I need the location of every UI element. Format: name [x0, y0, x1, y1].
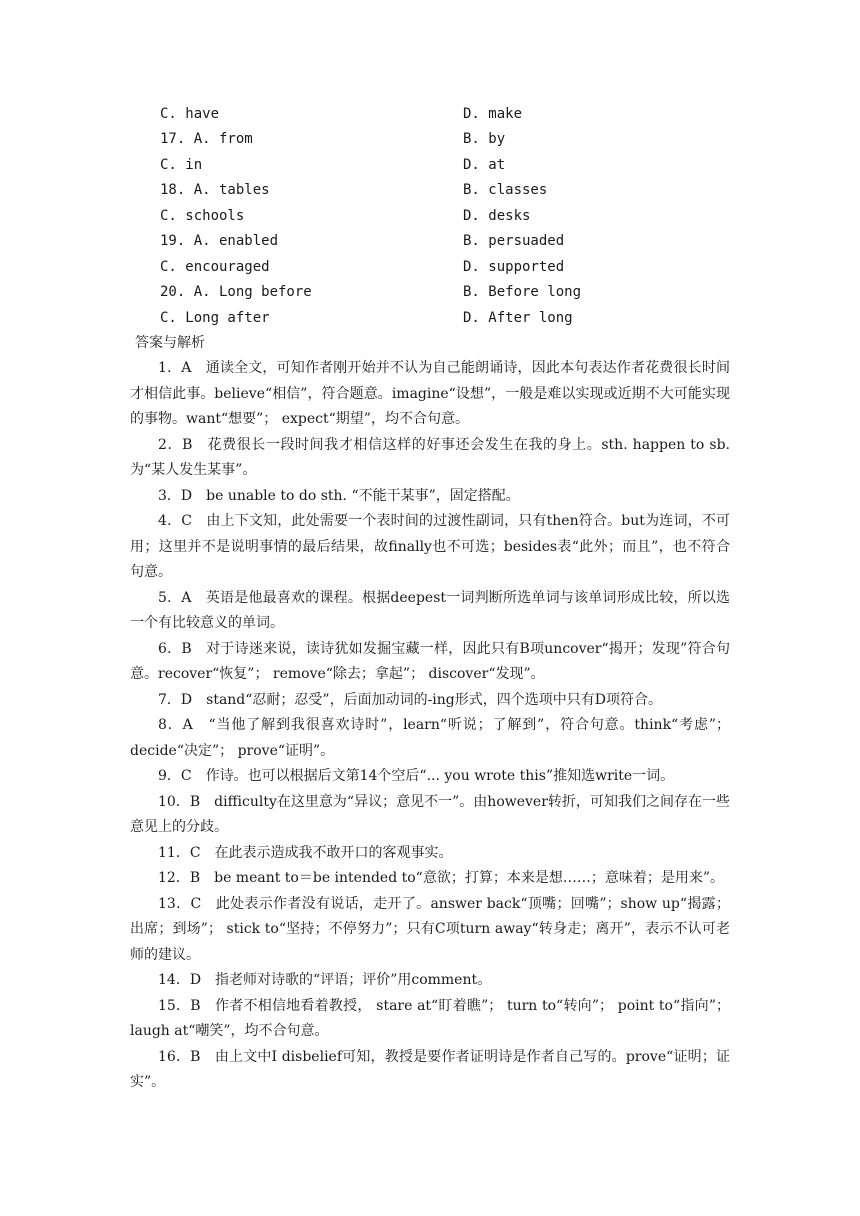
option-right: B. by — [463, 131, 506, 147]
option-left: 17. A. from — [160, 131, 253, 147]
option-right: D. supported — [463, 259, 565, 275]
option-left: 20. A. Long before — [160, 284, 312, 300]
answer-list — [130, 356, 730, 1096]
answer-item: 9．C 作诗。也可以根据后文第14个空后“... you wrote this”推知选write一词。 — [158, 768, 675, 784]
option-right: B. Before long — [463, 284, 582, 300]
option-row — [0, 255, 860, 280]
answer-item: 1．A 通读全文，可知作者刚开始并不认为自己能朗诵诗，因此本句表达作者花费很长时间才相信此事。believe“相信”，符合题意。imagine“设想”，一般是难以实现或近期不大可能实现的事物。want“想要”； expect“期望”，均不合句意。 — [130, 360, 730, 427]
answer-item: 16．B 由上文中I disbelief可知，教授是要作者证明诗是作者自己写的。prove“证明；证实”。 — [130, 1048, 730, 1090]
section-title: 答案与解析 — [135, 335, 205, 351]
option-left: C. Long after — [160, 310, 270, 326]
option-left: C. schools — [160, 208, 245, 224]
answer-item: 10．B difficulty在这里意为“异议；意见不一”。由however转折，可知我们之间存在一些意见上的分歧。 — [130, 793, 730, 835]
option-row — [0, 178, 860, 203]
option-row — [0, 306, 860, 331]
answer-item: 7．D stand“忍耐；忍受”，后面加动词的-ing形式，四个选项中只有D项符合。 — [158, 691, 662, 708]
answer-item: 5．A 英语是他最喜欢的课程。根据deepest一词判断所选单词与该单词形成比较，所以选一个有比较意义的单词。 — [130, 589, 730, 631]
option-row — [0, 102, 860, 127]
option-right: D. make — [463, 106, 523, 122]
option-right: D. After long — [463, 310, 573, 326]
option-right: D. desks — [463, 208, 531, 224]
option-row — [0, 204, 860, 229]
answer-item: 2．B 花费很长一段时间我才相信这样的好事还会发生在我的身上。sth. happen to sb.为“某人发生某事”。 — [130, 436, 730, 478]
answer-item: 6．B 对于诗迷来说，读诗犹如发掘宝藏一样，因此只有B项uncover“揭开；发现”符合句意。recover“恢复”； remove“除去；拿起”； discover“发现”。 — [130, 640, 730, 682]
option-left: 19. A. enabled — [160, 233, 279, 249]
option-right: B. persuaded — [463, 233, 565, 249]
answer-item: 14．D 指老师对诗歌的“评语；评价”用comment。 — [158, 972, 492, 988]
option-row — [0, 229, 860, 254]
answer-item: 11．C 在此表示造成我不敢开口的客观事实。 — [158, 844, 453, 861]
answer-item: 8．A “当他了解到我很喜欢诗时”，learn“听说；了解到”，符合句意。think“考虑”； decide“决定”； prove“证明”。 — [130, 717, 730, 759]
answer-item: 13．C 此处表示作者没有说话，走开了。answer back“顶嘴；回嘴”；show up“揭露；出席；到场”； stick to“坚持；不停努力”；只有C项turn away“转身走；离开”，表示不认可老师的建议。 — [130, 895, 730, 963]
option-row — [0, 153, 860, 178]
answer-item: 3．D be unable to do sth. “不能干某事”，固定搭配。 — [158, 487, 520, 504]
option-right: B. classes — [463, 182, 548, 198]
option-left: C. in — [160, 157, 203, 173]
option-row — [0, 280, 860, 305]
answer-item: 15．B 作者不相信地看着教授， stare at“盯着瞧”； turn to“转向”； point to“指向”； laugh at“嘲笑”，均不合句意。 — [130, 997, 730, 1039]
option-right: D. at — [463, 157, 506, 173]
answer-item: 12．B be meant to＝be intended to“意欲；打算；本来是想……；意味着；是用来”。 — [158, 870, 725, 886]
option-row — [0, 127, 860, 152]
answer-item: 4．C 由上下文知，此处需要一个表时间的过渡性副词，只有then符合。but为连词，不可用；这里并不是说明事情的最后结果，故finally也不可选；besides表“此外；而且”，也不符合句意。 — [130, 513, 730, 580]
option-left: C. have — [160, 106, 220, 122]
option-left: C. encouraged — [160, 259, 270, 275]
option-left: 18. A. tables — [160, 182, 270, 198]
